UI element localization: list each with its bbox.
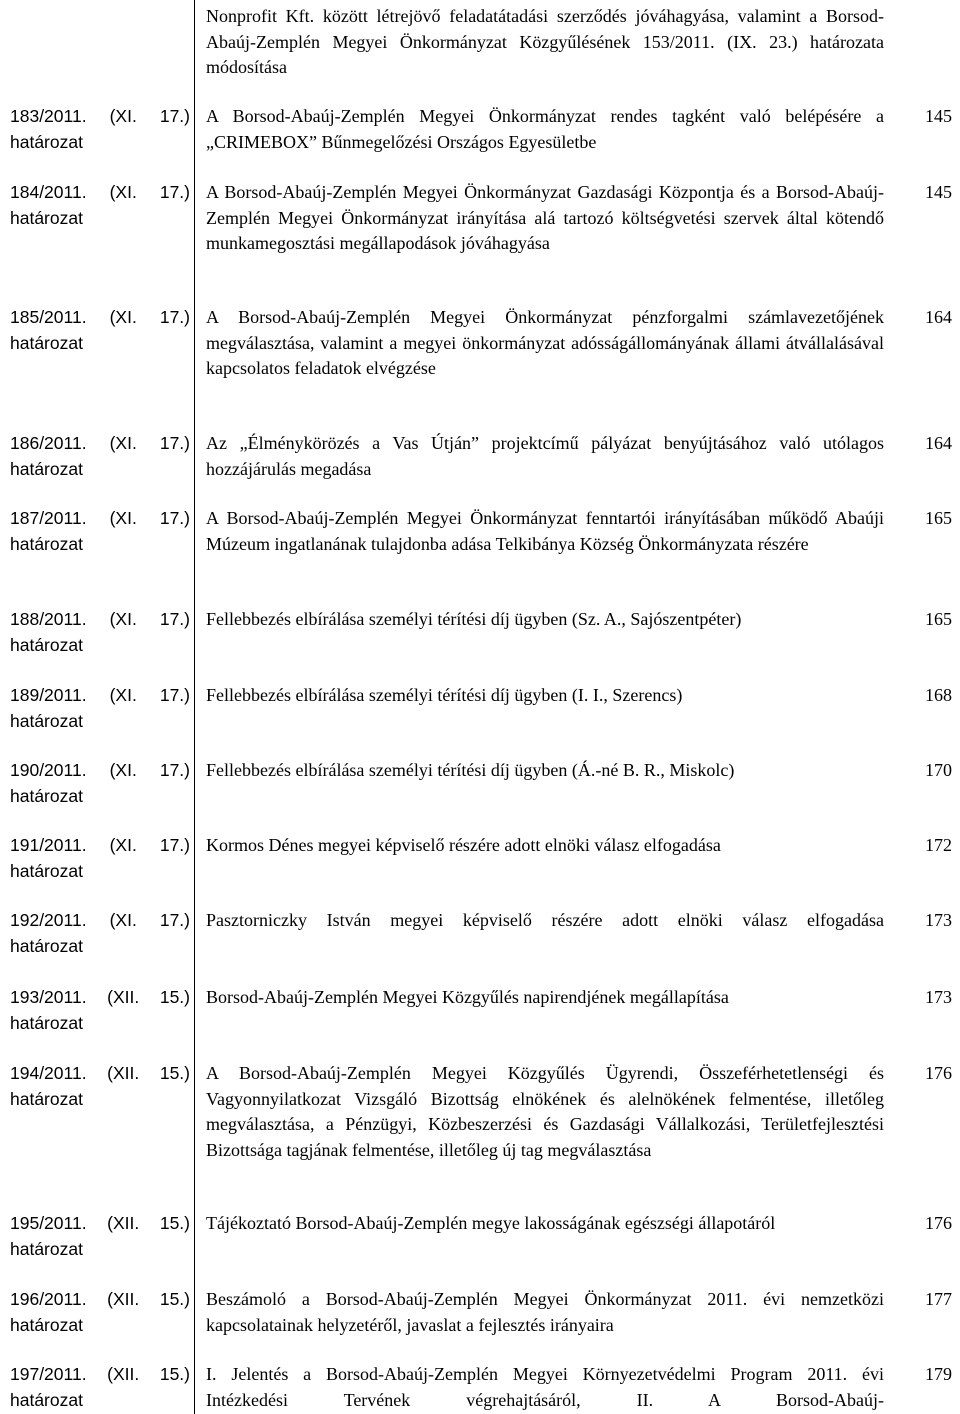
resolution-number: 189/2011. (XI. 17.) határozat — [10, 685, 190, 731]
column-divider — [194, 0, 195, 1414]
resolution-number: 195/2011. (XII. 15.) határozat — [10, 1213, 190, 1259]
resolution-title: A Borsod-Abaúj-Zemplén Megyei Önkormányzat Gazdasági Központja és a Borsod-Abaúj-Zemplén Megyei Önkormányzat irányítása alá tartozó költségvetési szervek által kötendő munkamegosztási megállapodások jóváhagyása — [206, 182, 884, 253]
resolution-title: A Borsod-Abaúj-Zemplén Megyei Önkormányzat rendes tagként való belépésére a „CRIMEBOX” Bűnmegelőzési Országos Egyesületbe — [206, 106, 884, 152]
resolution-number: 194/2011. (XII. 15.) határozat — [10, 1063, 190, 1109]
resolution-title: Beszámoló a Borsod-Abaúj-Zemplén Megyei Önkormányzat 2011. évi nemzetközi kapcsolatainak helyzetéről, javaslat a fejlesztés irányaira — [206, 1289, 884, 1335]
page-number: 165 — [925, 508, 952, 528]
page-number: 176 — [925, 1063, 952, 1083]
resolution-title: Fellebbezés elbírálása személyi térítési díj ügyben (I. I., Szerencs) — [206, 685, 683, 705]
page-number: 179 — [925, 1364, 952, 1384]
resolution-number: 190/2011. (XI. 17.) határozat — [10, 760, 190, 806]
page-number: 170 — [925, 760, 952, 780]
resolution-number: 186/2011. (XI. 17.) határozat — [10, 433, 190, 479]
page-number: 173 — [925, 910, 952, 930]
page-number: 177 — [925, 1289, 952, 1309]
resolution-number: 185/2011. (XI. 17.) határozat — [10, 307, 190, 353]
page-number: 172 — [925, 835, 952, 855]
resolution-number: 187/2011. (XI. 17.) határozat — [10, 508, 190, 554]
page-number: 145 — [925, 182, 952, 202]
resolution-number: 197/2011. (XII. 15.) határozat — [10, 1364, 190, 1410]
page-number: 176 — [925, 1213, 952, 1233]
resolution-title: A Borsod-Abaúj-Zemplén Megyei Önkormányzat pénzforgalmi számlavezetőjének megválasztása, valamint a megyei önkormányzat adósságállományának állami átvállalásával kapcsolatos feladatok elvégzése — [206, 307, 884, 378]
resolution-title: Fellebbezés elbírálása személyi térítési díj ügyben (Á.-né B. R., Miskolc) — [206, 760, 735, 780]
resolution-title: A Borsod-Abaúj-Zemplén Megyei Közgyűlés Ügyrendi, Összeférhetetlenségi és Vagyonnyilatkozat Vizsgáló Bizottság elnökének és alelnökének felmentése, illetőleg megválasztása, a Pénzügyi, Közbeszerzési és Gazdasági Vállalkozási, Területfejlesztési Bizottsága tagjának felmentése, illetőleg új tag megválasztása — [206, 1063, 884, 1160]
resolution-number: 184/2011. (XI. 17.) határozat — [10, 182, 190, 228]
resolution-number: 188/2011. (XI. 17.) határozat — [10, 609, 190, 655]
resolution-number: 183/2011. (XI. 17.) határozat — [10, 106, 190, 152]
resolution-title: Tájékoztató Borsod-Abaúj-Zemplén megye lakosságának egészségi állapotáról — [206, 1213, 776, 1233]
resolution-title: Pasztorniczky István megyei képviselő részére adott elnöki válasz elfogadása — [206, 910, 884, 930]
resolution-title: Fellebbezés elbírálása személyi térítési díj ügyben (Sz. A., Sajószentpéter) — [206, 609, 742, 629]
resolution-number: 191/2011. (XI. 17.) határozat — [10, 835, 190, 881]
resolution-title: A Borsod-Abaúj-Zemplén Megyei Önkormányzat fenntartói irányításában működő Abaúji Múzeum ingatlanának tulajdonba adása Telkibánya Község Önkormányzata részére — [206, 508, 884, 554]
page-number: 145 — [925, 106, 952, 126]
page-number: 168 — [925, 685, 952, 705]
page-number: 173 — [925, 987, 952, 1007]
resolution-title: I. Jelentés a Borsod-Abaúj-Zemplén Megyei Környezetvédelmi Program 2011. évi Intézkedési Tervének végrehajtásáról, II. A Borsod-Abaúj- — [206, 1364, 884, 1410]
page-number: 164 — [925, 433, 952, 453]
resolution-title: Kormos Dénes megyei képviselő részére adott elnöki válasz elfogadása — [206, 835, 721, 855]
resolution-number: 193/2011. (XII. 15.) határozat — [10, 987, 190, 1033]
page-number: 164 — [925, 307, 952, 327]
intro-text: Nonprofit Kft. között létrejövő feladatátadási szerződés jóváhagyása, valamint a Borsod-Abaúj-Zemplén Megyei Önkormányzat Közgyűlésének 153/2011. (IX. 23.) határozata módosítása — [206, 6, 884, 77]
page-number: 165 — [925, 609, 952, 629]
resolution-number: 196/2011. (XII. 15.) határozat — [10, 1289, 190, 1335]
resolution-number: 192/2011. (XI. 17.) határozat — [10, 910, 190, 956]
resolution-title: Borsod-Abaúj-Zemplén Megyei Közgyűlés napirendjének megállapítása — [206, 987, 729, 1007]
resolution-title: Az „Élménykörözés a Vas Útján” projektcímű pályázat benyújtásához való utólagos hozzájárulás megadása — [206, 433, 884, 479]
